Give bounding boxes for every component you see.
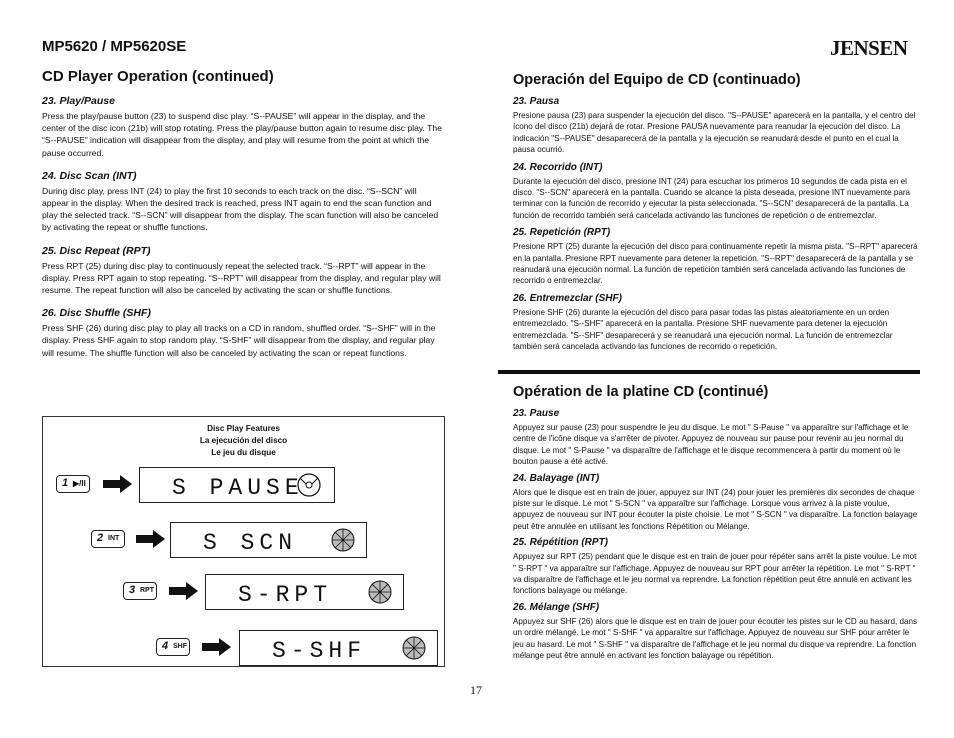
diagram-title-es: La ejecución del disco	[199, 436, 288, 445]
lcd-display	[139, 467, 335, 503]
arrow-right-icon	[169, 582, 199, 600]
english-section-26	[42, 307, 445, 359]
section-heading: 24. Recorrido (INT)	[513, 161, 603, 173]
spanish-section-24	[513, 162, 918, 222]
section-divider	[498, 370, 920, 374]
section-heading: 23. Pause	[513, 408, 560, 419]
button-label: RPT	[140, 587, 154, 594]
section-body: Alors que le disque est en train de jouer, appuyez sur INT (24) pour jouer les premières dix secondes de chaque piste sur le disque. Le mot " S-SCN " va apparaître sur l'affichage. Lorsque vous arrivez à la piste voulue, appuyez de nouveau sur INT pour écouter la piste choisie. Le mot " S-SCN " va disparaître. La fonction balayage peut être annulée en utilisant les fonctions Répétition ou Mélange.	[513, 487, 918, 531]
spanish-section-26	[513, 293, 918, 353]
play-pause-button	[56, 475, 90, 493]
diagram-title-fr: Le jeu du disque	[211, 448, 276, 457]
step-number: 1	[62, 477, 69, 489]
french-section-25	[513, 537, 920, 597]
section-heading: 23. Play/Pause	[42, 95, 115, 107]
french-section-26	[513, 602, 920, 662]
section-body: Durante la ejecución del disco, presione INT (24) para escuchar los primeros 10 segundos de cada pista en el disco. "S--SCN" aparecerá en la pantalla. Cuando se alcance la pista deseada, presione INT nuevamente para terminar con la función de recorrido y ejecutar la pista seleccionada. "S--SCN" desaparecerá de la pantalla. La función de recorrido también será cancelada activando las funciones de repetición o de entremezclar.	[513, 176, 911, 220]
int-button	[91, 530, 125, 548]
french-section-24	[513, 473, 920, 533]
section-body: Presione SHF (26) durante la ejecución del disco para pasar todas las pistas aleatoriamente en un orden entremezclado. "S--SHF" aparecerá en la pantalla. Presione SHF nuevamente para detener la ejecución entremezclada. "S--SHF" desaparecerá y se reanudará una ejecución normal. La función de entremezclar también será cancelada activando las funciones de recorrido o repetición.	[513, 307, 893, 352]
section-body: Appuyez sur pause (23) pour suspendre le jeu du disque. Le mot " S-Pause " va apparaître sur l'affichage et le centre de l'icône disque va s'arrêter de pivoter. Appuyez de nouveau sur pause pour revenir au jeu normal du disque. Le mot " S-Pause " va disparaître de l'affichage et le disque recommencera à partir du moment où le bouton pause a été activé.	[513, 423, 909, 467]
section-heading: 25. Disc Repeat (RPT)	[42, 244, 151, 257]
section-body: During disc play, press INT (24) to play the first 10 seconds to each track on the disc. “S--SCN” will appear in the display. When the desired track is reached, press INT again to end the scan function and play the selected track. “S--SCN” will disappear from the display. The scan function will also be canceled by activating the repeat or shuffle functions.	[42, 185, 439, 233]
section-body: Appuyez sur SHF (26) alors que le disque est en train de jouer pour écouter les pistes sur le CD au hasard, dans un ordre mélangé. Le mot " S-SHF " va apparaître sur l'affichage. Appuyez de nouveau sur SHF pour arrêter le jeu au hasard. Le mot " S-SHF " va disparaître de l'affichage et le jeu normal du disque va reprendre. La fonction mélange peut être annulé en activant les fonction balayage ou répétition.	[513, 616, 918, 661]
section-body: Press RPT (25) during disc play to continuously repeat the selected track. “S--RPT” will appear in the display. Press RPT again to stop repeating. “S--RPT” will disappear from the display, and regular play will resume. The repeat function will also be canceled by activating the scan or shuffle functions.	[42, 260, 441, 296]
button-label: SHF	[173, 643, 187, 650]
english-column	[42, 68, 445, 359]
section-body: Press the play/pause button (23) to suspend disc play. “S--PAUSE” will appear in the display, and the center of the disc icon (21b) will stop rotating. Press the play/pause button again to resume disc play. The “S--PAUSE” indication will disappear from the display, and play will resume from the point at which the pause occurred.	[42, 111, 442, 158]
disc-icon	[294, 472, 328, 498]
display-text: S SCN	[203, 530, 298, 556]
arrow-right-icon	[103, 475, 133, 493]
spanish-section-23	[513, 96, 918, 156]
brand-logo: JENSEN	[830, 36, 908, 60]
model-title: MP5620 / MP5620SE	[42, 38, 187, 55]
button-label: INT	[108, 535, 120, 542]
step-number: 4	[162, 640, 169, 652]
display-text: S-RPT	[238, 582, 333, 608]
section-heading: 24. Balayage (INT)	[513, 472, 600, 484]
step-number: 2	[97, 532, 104, 544]
play-pause-icon: ▶/II	[73, 479, 86, 488]
lcd-display	[205, 574, 404, 610]
section-heading: 26. Entremezclar (SHF)	[513, 292, 622, 304]
diagram-title-en: Disc Play Features	[207, 424, 280, 433]
arrow-right-icon	[202, 638, 232, 656]
french-section-23	[513, 408, 920, 468]
spanish-title: Operación del Equipo de CD (continuado)	[513, 72, 801, 88]
section-heading: 26. Mélange (SHF)	[513, 601, 600, 613]
english-section-23	[42, 95, 445, 159]
spanish-section-25	[513, 227, 918, 287]
spanish-column	[513, 72, 918, 353]
english-title: CD Player Operation (continued)	[42, 68, 274, 85]
section-body: Presione pausa (23) para suspender la ejecución del disco. "S--PAUSE" aparecerá en la pantalla, y el centro del ícono del disco (21b) dejará de rotar. Presione PAUSA nuevamente para reanudar la ejecución del disco. La indicación "S--PAUSE" desaparecerá de la pantalla y la ejecución se reanudará desde el punto en el cual la pausa ocurrió.	[513, 111, 916, 155]
french-title: Opération de la platine CD (continué)	[513, 384, 769, 400]
section-body: Appuyez sur RPT (25) pendant que le disque est en train de jouer pour répéter sans arrêt la piste voulue. Le mot " S-RPT " va apparaître sur l'affichage. Appuyez de nouveau sur RPT pour arrêter la répétition. Le mot " S-RPT " va disparaître de l'affichage et le jeu normal va reprendre. La fonction répétition peut être annulé en activant les fonctions balayage ou mélange.	[513, 552, 917, 596]
section-heading: 26. Disc Shuffle (SHF)	[42, 307, 151, 320]
lcd-display	[239, 630, 438, 666]
english-section-24	[42, 170, 445, 234]
section-heading: 25. Répétition (RPT)	[513, 537, 609, 549]
disc-icon	[326, 527, 360, 553]
lcd-display	[170, 522, 367, 558]
section-heading: 23. Pausa	[513, 96, 560, 107]
french-column	[513, 384, 920, 662]
english-section-25	[42, 245, 445, 297]
disc-play-features-diagram	[42, 416, 445, 667]
section-heading: 25. Repetición (RPT)	[513, 227, 611, 239]
page-number: 17	[470, 683, 482, 697]
display-text: S PAUSE	[172, 475, 304, 501]
disc-icon	[363, 579, 397, 605]
display-text: S-SHF	[272, 638, 367, 664]
section-body: Presione RPT (25) durante la ejecución del disco para continuamente repetir la misma pista. "S--RPT" aparecerá en la pantalla. Presione RPT nuevamente para detener la repetición. "S--RPT" desaparecerá de la pantalla y se reanudará una ejecución normal. La función de repetición también será cancelada activando las funciones de recorrido o entremezclar.	[513, 242, 918, 286]
step-number: 3	[129, 584, 136, 596]
arrow-right-icon	[136, 530, 166, 548]
shf-button	[156, 638, 190, 656]
section-body: Press SHF (26) during disc play to play all tracks on a CD in random, shuffled order. “S--SHF” will in the display. Press SHF again to stop random play. “S-SHF” will disappear from the display, and regular play will resume. The shuffle function will also be canceled by activating the scan or repeat functions.	[42, 323, 436, 358]
section-heading: 24. Disc Scan (INT)	[42, 169, 137, 182]
disc-icon	[397, 635, 431, 661]
rpt-button	[123, 582, 157, 600]
